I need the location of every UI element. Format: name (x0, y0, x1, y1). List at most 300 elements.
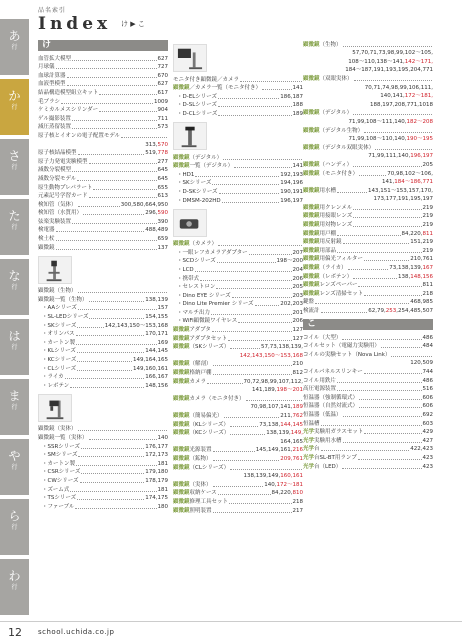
leader-dots (70, 387, 144, 388)
leader-dots (223, 159, 302, 160)
page-ref-text: 811 (422, 282, 433, 289)
page-ref-text: 670 (157, 72, 168, 79)
index-entry-continuation (303, 178, 433, 187)
term-text: ・HD1 (177, 171, 195, 178)
leader-dots (61, 103, 153, 104)
leader-dots (230, 426, 258, 427)
entry-term (303, 188, 336, 195)
leader-dots (321, 312, 368, 313)
page-ref-text: 181 (157, 460, 168, 467)
page-refs (272, 490, 304, 497)
term-text: 恒温器（強制循環式） (303, 394, 359, 401)
entry-term (38, 461, 75, 468)
index-entry (38, 209, 168, 218)
page-ref-text: 218 (292, 498, 303, 505)
page-ref-text: 73,138, (259, 421, 281, 428)
leader-dots (359, 407, 421, 408)
index-entry (38, 494, 168, 503)
term-text: 血球計算器 (38, 72, 66, 79)
tab-9-gyo[interactable] (0, 559, 29, 615)
index-entry (173, 257, 303, 266)
page-ref-text: 70,98,102〜106, (387, 170, 433, 177)
page-ref-highlight: 811 (422, 230, 433, 237)
tab-kana: ら (8, 509, 21, 523)
index-entry (38, 217, 168, 226)
page-ref-text: 423 (422, 454, 433, 461)
index-entry (173, 240, 303, 249)
tab-6-gyo[interactable] (0, 379, 29, 435)
term-text: ・セレストロン (177, 284, 216, 291)
leader-dots (246, 400, 302, 401)
page-ref-highlight: 196,197 (410, 153, 433, 160)
term-text: ・AAシリーズ (42, 305, 77, 312)
page-refs (293, 163, 304, 170)
index-entry (173, 506, 303, 515)
page-ref-text: 219 (422, 204, 433, 211)
index-entry (38, 174, 168, 183)
tab-kana: あ (8, 29, 21, 43)
page-refs (370, 102, 433, 109)
term-text: ・DMSM-202HD (177, 197, 221, 204)
page-ref-text: 659 (157, 236, 168, 243)
entry-term (173, 379, 206, 386)
index-entry (173, 92, 303, 101)
entry-term (303, 145, 374, 152)
index-entry-continuation (173, 472, 303, 481)
page-refs (423, 291, 434, 298)
page-ref-highlight: 160,161 (280, 473, 303, 480)
index-entry (38, 502, 168, 511)
term-keyword: 顕微鏡 (303, 230, 320, 237)
tab-3-gyo[interactable] (0, 199, 29, 255)
term-keyword: 顕微鏡 (303, 144, 320, 151)
page-ref-text: 151,219 (410, 239, 433, 246)
page-ref-text: 140 (157, 434, 168, 441)
term-keyword: 顕微鏡 (173, 370, 190, 377)
leader-dots (83, 214, 144, 215)
entry-term (38, 124, 71, 131)
page-ref-text: 486 (422, 334, 433, 341)
leader-dots (358, 459, 422, 460)
index-entry-continuation (303, 92, 433, 101)
term-keyword: 顕微鏡 (173, 335, 190, 342)
page-refs (423, 343, 434, 350)
index-entry (173, 480, 303, 489)
page-ref-highlight: 198〜201 (276, 387, 303, 394)
term-text: 血管拡大模型 (38, 55, 72, 62)
leader-dots (76, 344, 156, 345)
leader-dots (67, 77, 157, 78)
entry-term (303, 239, 342, 246)
page-refs (158, 56, 169, 63)
index-entry (173, 187, 303, 196)
page-refs (423, 162, 434, 169)
tab-1-gyo[interactable] (0, 79, 29, 135)
index-entry-continuation (303, 66, 433, 75)
index-entry (173, 489, 303, 498)
term-keyword: 光学 (303, 429, 315, 436)
page-ref-highlight: 209,761 (280, 455, 303, 462)
page-ref-text: 174,175 (145, 495, 168, 502)
term-keyword: 顕微鏡 (173, 430, 190, 437)
leader-dots (78, 309, 157, 310)
entry-term (303, 464, 341, 471)
index-entry (173, 377, 303, 386)
term-text: ・D-SLシリーズ (177, 102, 218, 109)
index-entry (38, 54, 168, 63)
index-entry (173, 162, 303, 171)
page-ref-text: 390 (157, 218, 168, 225)
leader-dots (89, 301, 145, 302)
index-entry (303, 263, 433, 272)
term-text: 高圧電源装置 (303, 386, 337, 393)
entry-term (303, 291, 363, 298)
page-ref-text: 219 (422, 247, 433, 254)
tab-0-gyo[interactable] (0, 19, 29, 75)
index-entry (38, 425, 168, 434)
term-text: （カメラ） (189, 241, 218, 248)
site-url: school.uchida.co.jp (38, 628, 115, 636)
term-text: （デジタル） (189, 154, 223, 161)
index-entry (303, 367, 433, 376)
tab-gyo-label: 行 (11, 584, 18, 591)
page-ref-text: 149,164,165 (133, 357, 168, 363)
index-entry-continuation (303, 117, 433, 126)
leader-dots (364, 260, 409, 261)
entry-term (38, 469, 80, 476)
term-text: （解剖） (189, 361, 212, 368)
index-entry (173, 446, 303, 455)
page-ref-text: 423 (422, 463, 433, 470)
page-refs (280, 301, 303, 308)
entry-term (38, 444, 80, 451)
term-keyword: 光学 (303, 446, 315, 453)
term-text: ・SCDシリーズ (177, 258, 216, 265)
entry-term (173, 198, 221, 205)
term-text: ・ズーム式 (42, 486, 70, 493)
page-refs (293, 284, 304, 291)
page-ref-text: 206 (292, 318, 303, 325)
page-ref-text: 143,151〜153,157,170, (368, 187, 433, 194)
entry-term (173, 413, 223, 420)
entry-term (38, 331, 75, 338)
leader-dots (78, 430, 167, 431)
leader-dots (89, 197, 157, 198)
term-text: 原生動物プレパラート (38, 184, 93, 191)
index-entry (38, 200, 168, 209)
index-entry (173, 411, 303, 420)
entry-term (303, 343, 380, 350)
entry-term (38, 107, 98, 114)
entry-term (38, 202, 77, 209)
index-entry (38, 459, 168, 468)
page-refs (158, 73, 169, 80)
page-refs (133, 357, 168, 364)
page-refs (256, 447, 303, 454)
page-ref-text: 202,203 (280, 301, 303, 308)
page-refs (145, 150, 168, 157)
leader-dots (238, 322, 291, 323)
term-text: ・D-CLシリーズ (177, 110, 218, 117)
page-ref-text: 606 (422, 394, 433, 401)
page-ref-highlight: 253 (385, 308, 397, 314)
leader-dots (375, 149, 432, 150)
entry-term (173, 344, 229, 351)
page-refs (365, 85, 433, 92)
leader-dots (72, 171, 156, 172)
entry-term (38, 495, 76, 502)
index-entry (303, 74, 433, 83)
entry-term (173, 77, 239, 84)
leader-dots (72, 223, 156, 224)
term-text: レンズペーパー (319, 282, 358, 289)
index-entry (173, 368, 303, 377)
page-ref-text: 198〜200 (276, 258, 303, 265)
term-keyword: 顕微鏡 (173, 455, 190, 462)
entry-term (303, 369, 363, 376)
page-ref-text: 186,187 (280, 93, 303, 100)
leader-dots (353, 217, 421, 218)
index-entry (38, 243, 168, 252)
tab-gyo-label: 行 (11, 44, 18, 51)
index-entry (173, 343, 303, 352)
page-refs (423, 222, 434, 229)
page-refs (154, 99, 168, 106)
term-text: ・ファーブル (42, 503, 75, 510)
leader-dots (337, 252, 421, 253)
page-refs (293, 102, 304, 109)
leader-dots (337, 390, 421, 391)
page-ref-text: 188 (292, 102, 303, 109)
page-refs (423, 403, 434, 410)
entry-term (38, 227, 55, 234)
page-ref-highlight: 182〜208 (406, 118, 433, 125)
index-entry (303, 169, 433, 178)
term-keyword: 顕微鏡 (173, 507, 190, 514)
page-ref-text: 138,139, (266, 430, 291, 437)
page-ref-text: 190,191 (280, 188, 303, 195)
page-ref-highlight: 216 (292, 447, 303, 454)
index-entry (303, 126, 433, 135)
term-text: 検土杖 (38, 236, 55, 243)
term-text: 実験用水槽 (314, 437, 342, 444)
page-refs (280, 456, 303, 463)
leader-dots (76, 465, 156, 466)
leader-dots (262, 89, 291, 90)
index-entry (303, 160, 433, 169)
page-ref-text: 613 (157, 193, 168, 200)
tab-gyo-label: 行 (11, 224, 18, 231)
tab-8-gyo[interactable] (0, 499, 29, 555)
term-keyword: 顕微鏡 (303, 204, 320, 211)
index-entry (173, 360, 303, 369)
index-entry-continuation (173, 437, 303, 446)
page-ref-text: 617 (157, 89, 168, 96)
page-ref-highlight: 167 (422, 265, 433, 272)
term-text: 恒温槽 (303, 420, 320, 427)
page-refs (293, 111, 304, 118)
page-refs (345, 67, 433, 74)
term-keyword: 顕微鏡 (173, 154, 190, 161)
term-text: ・レボテン (42, 382, 70, 389)
page-refs (352, 50, 433, 57)
index-entry (173, 334, 303, 343)
page-refs (158, 504, 169, 511)
page-refs (133, 366, 168, 373)
index-entry (303, 350, 433, 359)
page-ref-text: 157 (157, 305, 168, 312)
leader-dots (195, 176, 279, 177)
entry-term (303, 248, 336, 255)
term-text: 顕微鏡（実体） (38, 426, 77, 433)
entry-term (38, 504, 74, 511)
index-entry (38, 123, 168, 132)
term-text: アダプタ (189, 327, 211, 334)
leader-dots (211, 314, 291, 315)
entry-term (173, 301, 254, 308)
page-refs (423, 378, 434, 385)
term-text: 検知管（気体） (38, 201, 77, 208)
leader-dots (213, 365, 292, 366)
entry-term (38, 357, 76, 364)
digital-microscope-icon (173, 122, 207, 150)
entry-term (38, 81, 66, 88)
leader-dots (72, 120, 157, 121)
term-keyword: 顕微鏡 (173, 413, 190, 419)
page-ref-text: 108〜110,138〜141, (348, 58, 405, 65)
page-refs (293, 310, 304, 317)
page-refs (266, 430, 303, 437)
index-entry (38, 149, 168, 158)
term-text: 原子核とイオンの電子配置モデル (38, 132, 121, 139)
leader-dots (240, 81, 302, 82)
leader-dots (343, 46, 432, 47)
page-ref-highlight: 172〜181 (276, 481, 303, 488)
index-entry (173, 101, 303, 110)
page-refs (145, 495, 168, 502)
index-entry (303, 402, 433, 411)
page-ref-text: 178,179 (145, 477, 168, 484)
entry-term (173, 276, 199, 283)
leader-dots (93, 189, 156, 190)
entry-term (303, 213, 352, 220)
term-keyword: 顕微鏡 (173, 344, 190, 351)
index-entry (303, 419, 433, 428)
entry-term (173, 111, 217, 118)
page-ref-text: 422,423 (410, 446, 433, 453)
entry-term (38, 383, 69, 390)
leader-dots (89, 439, 157, 440)
page-refs (389, 265, 433, 272)
tab-5-gyo[interactable] (0, 319, 29, 375)
term-text: 鍵盤 (303, 299, 315, 306)
entry-term (303, 162, 352, 169)
page-ref-text: 145,149,161, (255, 447, 293, 454)
index-entry (38, 106, 168, 115)
page-ref-text: 170,171 (145, 331, 168, 338)
leader-dots (222, 202, 280, 203)
tab-4-gyo[interactable] (0, 259, 29, 315)
term-text: 台（LED） (314, 463, 342, 470)
term-text: ・ライカ (42, 374, 64, 381)
entry-term (173, 284, 215, 291)
term-text: コイル用鉄片 (303, 377, 336, 384)
page-refs (423, 205, 434, 212)
page-ref-text: 427 (422, 437, 433, 444)
page-title: Index (38, 14, 112, 34)
page-ref-text: 744 (422, 368, 433, 375)
index-entry (303, 238, 433, 247)
index-entry (38, 71, 168, 80)
tab-2-gyo[interactable] (0, 139, 29, 195)
page-ref-highlight: 142〜171, (404, 58, 433, 65)
term-text: 用対物レンズ (319, 222, 353, 229)
page-ref-text: 176,177 (145, 443, 168, 450)
page-ref-text: 219 (422, 222, 433, 229)
term-text: ・LCD (177, 266, 194, 273)
page-refs (145, 452, 168, 459)
page-ref-text: 141, (382, 179, 395, 186)
index-entry (303, 376, 433, 385)
entry-term (173, 250, 248, 257)
leader-dots (77, 370, 132, 371)
term-text: 台 (314, 446, 320, 453)
index-entry (38, 355, 168, 364)
leader-dots (364, 295, 421, 296)
index-entry-continuation (303, 100, 433, 109)
index-entry (38, 468, 168, 477)
term-text: 用反射鏡 (319, 239, 342, 246)
term-text: 一覧（デジタル） (189, 163, 234, 170)
leader-dots (353, 278, 397, 279)
page-footer (0, 621, 462, 644)
page-refs (387, 171, 433, 178)
leader-dots (77, 327, 103, 328)
entry-term (38, 236, 55, 243)
term-keyword: 光学 (303, 463, 315, 470)
term-text: 用戸棚 (319, 230, 337, 237)
page-ref-text: 904 (157, 107, 168, 114)
page-refs (349, 119, 433, 126)
page-ref-text: 655 (157, 184, 168, 191)
page-refs (158, 236, 169, 243)
leader-dots (343, 416, 422, 417)
tab-gyo-label: 行 (11, 104, 18, 111)
page-ref-text: 205 (292, 284, 303, 291)
term-keyword: 顕微鏡 (173, 378, 190, 385)
term-keyword: 顕微鏡 (173, 447, 190, 454)
term-text: ／カメラ一覧（モニタ付き） (189, 85, 262, 92)
entry-term (303, 299, 314, 306)
page-refs (264, 482, 303, 489)
term-text: 台SL-BT用ランプ (314, 454, 357, 461)
page-ref-text: 154,155 (145, 314, 168, 321)
page-ref-text: 645 (157, 167, 168, 174)
term-text: 検流計 (303, 308, 320, 314)
entry-term (38, 116, 71, 123)
page-refs (402, 231, 434, 238)
tab-7-gyo[interactable] (0, 439, 29, 495)
page-refs (423, 438, 434, 445)
term-keyword: 顕微鏡 (303, 256, 320, 263)
term-keyword: 顕微鏡 (303, 161, 320, 168)
index-entry-continuation (303, 49, 433, 58)
page-refs (158, 305, 169, 312)
page-refs (145, 374, 168, 381)
index-entry (173, 497, 303, 506)
page-refs (293, 85, 304, 92)
page-refs (423, 386, 434, 393)
